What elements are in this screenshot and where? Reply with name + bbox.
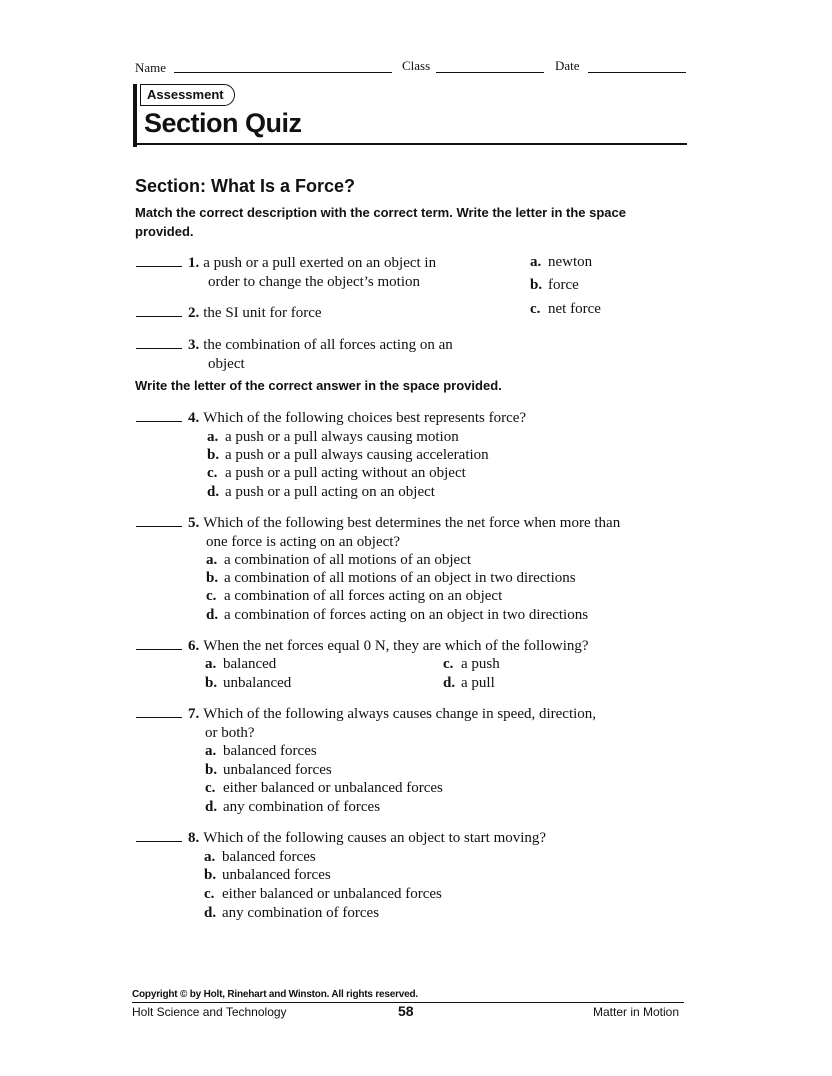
date-label: Date <box>555 58 580 73</box>
footer-chapter-title: Matter in Motion <box>593 1005 680 1019</box>
q7-option-a: a. balanced forces <box>205 743 317 759</box>
footer-book-title: Holt Science and Technology <box>132 1005 287 1019</box>
answer-blank[interactable] <box>136 304 182 317</box>
q5-option-a: a. a combination of all motions of an object <box>206 552 472 568</box>
answer-blank[interactable] <box>136 514 182 527</box>
title-rule <box>135 143 687 145</box>
q6-option-d: d. a pull <box>443 675 495 691</box>
matching-item-2: 2. the SI unit for force <box>136 304 322 323</box>
page-title: Section Quiz <box>144 108 302 138</box>
page-number: 58 <box>398 1003 414 1019</box>
q4-option-d: d. a push or a pull acting on an object <box>207 484 435 500</box>
name-label: Name <box>135 60 167 75</box>
matching-item-3: 3. the combination of all forces acting on an object <box>136 336 453 373</box>
answer-blank[interactable] <box>136 409 182 422</box>
instructions-matching: Match the correct description with the correct term. Write the letter in the space provided. <box>135 205 626 239</box>
q8-option-b: b. unbalanced forces <box>204 867 331 883</box>
copyright-notice: Copyright © by Holt, Rinehart and Winston. All rights reserved. <box>132 989 419 1000</box>
q6-option-a: a. balanced <box>205 656 277 672</box>
question-7: 7. Which of the following always causes change in speed, direction, or both? <box>136 705 596 742</box>
class-label: Class <box>402 58 431 73</box>
assessment-tag: Assessment <box>140 84 235 106</box>
q8-option-a: a. balanced forces <box>204 849 316 865</box>
question-4: 4. Which of the following choices best represents force? <box>136 409 526 428</box>
answer-blank[interactable] <box>136 254 182 267</box>
instructions-multiple-choice: Write the letter of the correct answer in the space provided. <box>135 378 502 393</box>
q5-option-d: d. a combination of forces acting on an object in two directions <box>206 607 589 623</box>
q6-option-b: b. unbalanced <box>205 675 292 691</box>
q8-option-c: c. either balanced or unbalanced forces <box>204 886 442 902</box>
term-b: b. force <box>530 277 579 293</box>
matching-item-1: 1. a push or a pull exerted on an object in order to change the object’s motion <box>136 254 436 291</box>
date-field[interactable] <box>588 72 686 73</box>
q7-option-d: d. any combination of forces <box>205 799 381 815</box>
q5-option-c: c. a combination of all forces acting on an object <box>206 588 503 604</box>
q4-option-c: c. a push or a pull acting without an object <box>207 465 466 481</box>
term-a: a. newton <box>530 254 593 270</box>
class-field[interactable] <box>436 72 544 73</box>
section-title: Section: What Is a Force? <box>135 176 356 196</box>
q7-option-c: c. either balanced or unbalanced forces <box>205 780 443 796</box>
q8-option-d: d. any combination of forces <box>204 905 380 921</box>
question-6: 6. When the net forces equal 0 N, they are which of the following? <box>136 637 589 656</box>
q6-option-c: c. a push <box>443 656 500 672</box>
q5-option-b: b. a combination of all motions of an object in two directions <box>206 570 576 586</box>
answer-blank[interactable] <box>136 705 182 718</box>
q4-option-b: b. a push or a pull always causing acceleration <box>207 447 489 463</box>
name-field[interactable] <box>174 72 392 73</box>
q4-option-a: a. a push or a pull always causing motion <box>207 429 459 445</box>
answer-blank[interactable] <box>136 637 182 650</box>
title-bar-accent <box>133 84 137 147</box>
q7-option-b: b. unbalanced forces <box>205 762 332 778</box>
term-c: c. net force <box>530 301 601 317</box>
answer-blank[interactable] <box>136 829 182 842</box>
question-8: 8. Which of the following causes an object to start moving? <box>136 829 546 848</box>
question-5: 5. Which of the following best determines the net force when more than one force is acting on an object? <box>136 514 620 551</box>
answer-blank[interactable] <box>136 336 182 349</box>
